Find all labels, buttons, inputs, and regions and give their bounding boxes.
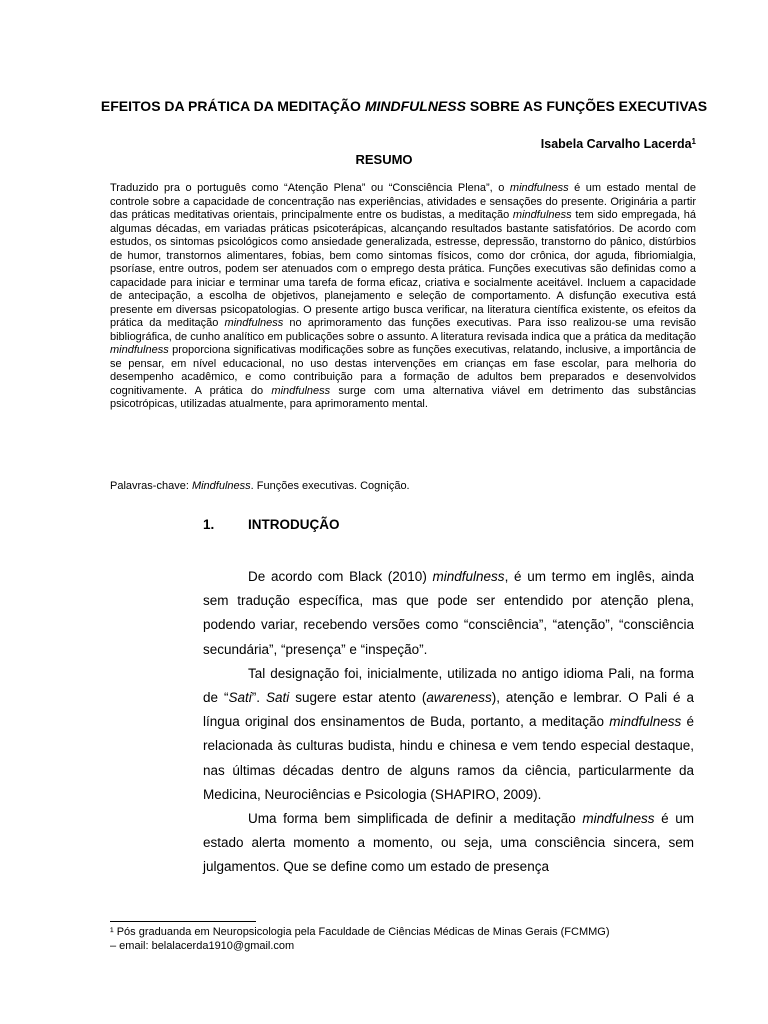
abstract-text: proporciona significativas modificações sobre as funções executivas, relatando, inclusive, a importância de se pensar, em nível educacional, no uso destas intervenções em crianças em fase escolar, para melhoria do desempenho acadêmico, e como contribuição para a formação de adultos bem preparados e desenvolvidos cognitivamente. A prática do xyxy=(110,344,696,397)
body-text: , é um termo em inglês, ainda sem tradução específica, mas que pode ser entendido por atenção plena, podendo variar, recebendo versões como “consciência”, “atenção”, “consciência secundária”, “presença” e “inspeção”. xyxy=(203,569,695,657)
footnote-separator xyxy=(110,921,256,922)
body-italic-term: Sati xyxy=(265,690,290,706)
author-footnote-mark: 1 xyxy=(691,137,696,146)
title-text-end: SOBRE AS FUNÇÕES EXECUTIVAS xyxy=(465,98,708,114)
body-italic-term: awareness xyxy=(426,690,492,706)
keywords-line xyxy=(110,479,696,493)
body-paragraph xyxy=(203,565,694,662)
body-paragraph xyxy=(203,662,694,807)
body-text: Tal designação foi, inicialmente, utilizada no antigo idioma Pali, na forma de “ xyxy=(203,665,694,706)
footnote-email-line: – email: belalacerda1910@gmail.com xyxy=(110,940,295,952)
abstract-italic-term: mindfulness xyxy=(512,209,572,221)
document-title xyxy=(100,99,708,114)
body-italic-term: mindfulness xyxy=(582,811,655,827)
footnote xyxy=(110,925,700,953)
body-text: sugere estar atento ( xyxy=(289,690,427,706)
body-text: é relacionada às culturas budista, hindu e chinesa e vem tendo especial destaque, nas últimas décadas dentro de alguns ramos da ciência, particularmente da Medicina, Neurociências e Psicologia (SHAPIRO, 2009). xyxy=(203,714,694,802)
abstract-text: no aprimoramento das funções executivas. Para isso realizou-se uma revisão bibliográfica, de cunho analítico em publicações sobre o assunto. A literatura revisada indica que a prática da meditação xyxy=(110,317,696,343)
abstract-heading: RESUMO xyxy=(355,152,413,167)
abstract-italic-term: mindfulness xyxy=(110,344,169,356)
body-text: ”. xyxy=(251,690,266,706)
body-italic-term: mindfulness xyxy=(609,714,682,730)
body-paragraph xyxy=(203,807,694,880)
title-text: EFEITOS DA PRÁTICA DA MEDITAÇÃO xyxy=(100,98,365,114)
author-name: Isabela Carvalho Lacerda xyxy=(540,137,692,151)
keywords-label: Palavras-chave: xyxy=(110,480,192,492)
body-italic-term: Sati xyxy=(228,690,252,706)
footnote-line: ¹ Pós graduanda em Neuropsicologia pela Faculdade de Ciências Médicas de Minas Gerais (FCMMG) xyxy=(110,926,610,938)
abstract-body xyxy=(110,182,696,412)
body-text: De acordo com Black (2010) xyxy=(248,569,433,584)
section-number: 1. xyxy=(203,517,215,532)
body-italic-term: mindfulness xyxy=(432,569,505,584)
author-line xyxy=(541,137,696,152)
abstract-italic-term: mindfulness xyxy=(509,182,569,194)
body-text: ), atenção e lembrar. O Pali é a língua original dos ensinamentos de Buda, portanto, a meditação xyxy=(203,690,695,730)
abstract-paragraph xyxy=(110,182,696,412)
keyword-italic: Mindfulness xyxy=(191,480,251,492)
abstract-italic-term: mindfulness xyxy=(271,384,331,397)
abstract-italic-term: mindfulness xyxy=(224,317,284,329)
body-text: é um estado alerta momento a momento, ou seja, uma consciência sincera, sem julgamentos. Que se define como um estado de presença xyxy=(203,811,694,875)
abstract-text: Traduzido pra o português como “Atenção Plena” ou “Consciência Plena”, o xyxy=(110,182,510,194)
abstract-text: tem sido empregada, há algumas décadas, em variadas práticas psicoterápicas, alcançando resultados bastante satisfatórios. De acordo com estudos, os sintomas psicológicos como ansiedade generalizada, estresse, depressão, transtorno do pânico, distúrbios de humor, transtornos alimentares, fobias, bem como sintomas físicos, como dor crônica, dor aguda, fibriomialgia, psoríase, entre outros, podem ser atenuados com o emprego desta prática. Funções executivas são definidas como a capacidade para iniciar e terminar uma tarefa de forma eficaz, criativa e socialmente aceitável. Incluem a capacidade de antecipação, a escolha de objetivos, planejamento e seleção de comportamento. A disfunção executiva está presente em diversas psicopatologias. O presente artigo busca verificar, na literatura científica existente, os efeitos da prática da meditação xyxy=(110,209,696,329)
abstract-text: é um estado mental de controle sobre a capacidade de concentração nas experiências, atividades e sensações do presente. Originária a partir das práticas meditativas orientais, principalmente entre os budistas, a meditação xyxy=(110,182,696,221)
section-heading xyxy=(203,517,340,533)
keywords-rest: . Funções executivas. Cognição. xyxy=(250,480,410,492)
title-italic-term: MINDFULNESS xyxy=(364,98,466,114)
abstract-text: surge com uma alternativa viável em detrimento das substâncias psicotrópicas, utilizadas atualmente, para aprimoramento mental. xyxy=(110,384,696,410)
introduction-body xyxy=(203,565,694,880)
body-text: Uma forma bem simplificada de definir a meditação xyxy=(248,811,583,827)
section-title: INTRODUÇÃO xyxy=(248,517,340,532)
